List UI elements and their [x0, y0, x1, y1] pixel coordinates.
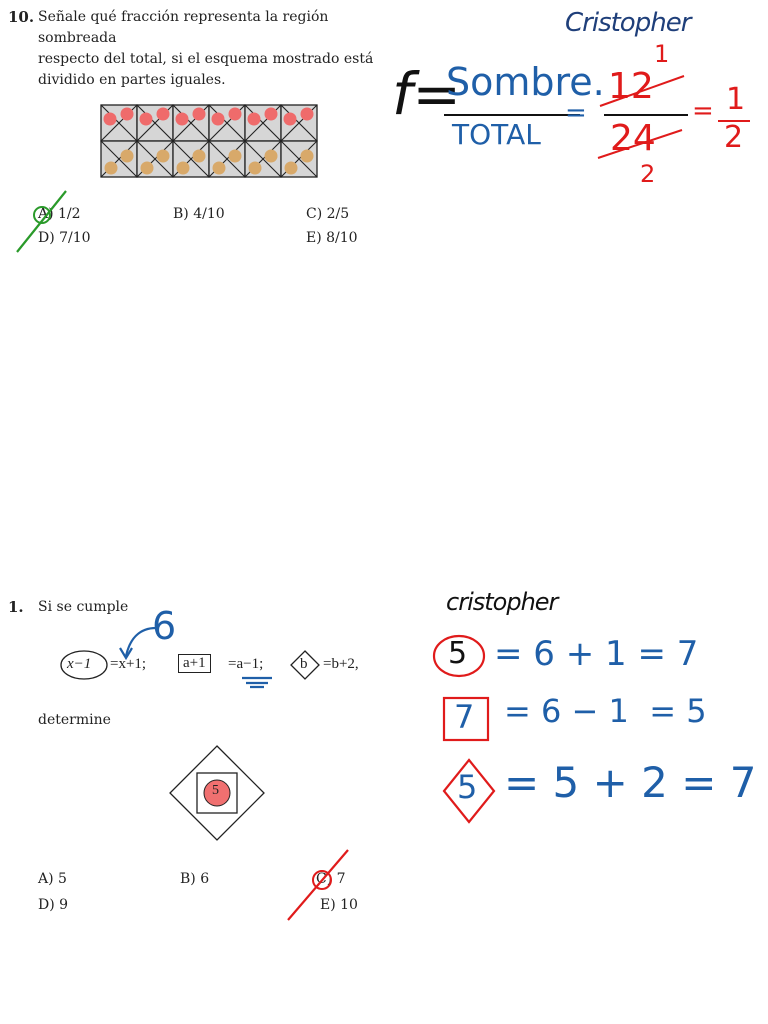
q1-option-a[interactable]: A) 5 [38, 871, 67, 887]
q1-intro: Si se cumple [38, 599, 129, 615]
q1-hand-line1-equation: = 6 + 1 = 7 [494, 634, 699, 674]
q1-hand-line2-shape-value: 7 [454, 698, 475, 736]
q1-hand-line2-equation: = 6 − 1 = 5 [504, 692, 707, 730]
red-dot [157, 108, 170, 121]
tan-dot [193, 150, 206, 163]
q1-figure-value: 5 [212, 783, 219, 798]
red-dot [176, 113, 189, 126]
q1-option-d[interactable]: D) 9 [38, 897, 69, 913]
q10-text-line2: respecto del total, si el esquema mostrado está [38, 51, 374, 67]
q1-hand-underline [240, 674, 276, 690]
q10-option-d[interactable]: D) 7/10 [38, 230, 91, 246]
tan-dot [285, 162, 298, 175]
q10-shaded-grid-figure [100, 104, 320, 178]
q1-hand-line3-equation: = 5 + 2 = 7 [504, 758, 757, 807]
q10-option-e[interactable]: E) 8/10 [306, 230, 358, 246]
q1-box-rhs: =a−1; [228, 656, 264, 672]
q10-text-line1: Señale qué fracción representa la región sombreada [38, 9, 329, 46]
red-dot [121, 108, 134, 121]
q1-diamond-rhs: =b+2, [323, 656, 359, 672]
q1-answer-check-mark [286, 846, 356, 926]
red-dot [284, 113, 297, 126]
q1-box-content: a+1 [178, 654, 211, 673]
q1-option-e[interactable]: E) 10 [320, 897, 358, 913]
q1-student-name: cristopher [446, 588, 558, 616]
q10-hand-denominator: TOTAL [452, 118, 541, 151]
q10-number: 10. [8, 8, 35, 26]
tan-dot [301, 150, 314, 163]
tan-dot [265, 150, 278, 163]
red-dot [104, 113, 117, 126]
q10-hand-numerator: Sombre. [446, 60, 605, 104]
tan-dot [157, 150, 170, 163]
tan-dot [213, 162, 226, 175]
q1-determine: determine [38, 712, 111, 728]
tan-dot [121, 150, 134, 163]
q1-option-c[interactable]: C) 7 [316, 871, 346, 887]
red-dot [140, 113, 153, 126]
red-dot [265, 108, 278, 121]
q10-text-line3: dividido en partes iguales. [38, 72, 226, 88]
q1-hand-line1-shape-value: 5 [448, 636, 468, 671]
tan-dot [177, 162, 190, 175]
q10-answer-check-mark [14, 188, 74, 258]
q10-option-c[interactable]: C) 2/5 [306, 206, 350, 222]
q10-option-a[interactable]: A) 1/2 [38, 206, 81, 222]
q10-hand-24: 24 [610, 118, 656, 159]
q10-hand-strike-lines [596, 62, 696, 172]
q1-number: 1. [8, 598, 24, 616]
q1-hand-line3-shape-value: 5 [457, 768, 478, 806]
q10-hand-half-denominator: 2 [724, 120, 744, 155]
q10-hand-equals-1: = [565, 98, 587, 128]
q10-hand-equals-2: = [692, 96, 714, 126]
q1-hand-arrow-value: 6 [152, 604, 177, 648]
q10-question-text [38, 7, 408, 91]
q1-option-b[interactable]: B) 6 [180, 871, 210, 887]
tan-dot [105, 162, 118, 175]
red-dot [229, 108, 242, 121]
q10-hand-half-numerator: 1 [726, 82, 746, 117]
q10-option-b[interactable]: B) 4/10 [173, 206, 225, 222]
tan-dot [229, 150, 242, 163]
q10-student-name: Cristopher [565, 8, 691, 38]
red-dot [212, 113, 225, 126]
red-dot [193, 108, 206, 121]
q1-circle-content: x−1 [67, 656, 92, 672]
tan-dot [141, 162, 154, 175]
q1-diamond-content: b [300, 656, 308, 672]
tan-dot [249, 162, 262, 175]
q10-hand-12: 12 [608, 66, 654, 107]
q1-circle-rhs: =x+1; [110, 656, 147, 672]
red-dot [248, 113, 261, 126]
red-dot [301, 108, 314, 121]
q10-hand-f: f= [392, 60, 462, 128]
q10-hand-small-1: 1 [654, 40, 670, 68]
q10-hand-small-2: 2 [640, 160, 656, 188]
